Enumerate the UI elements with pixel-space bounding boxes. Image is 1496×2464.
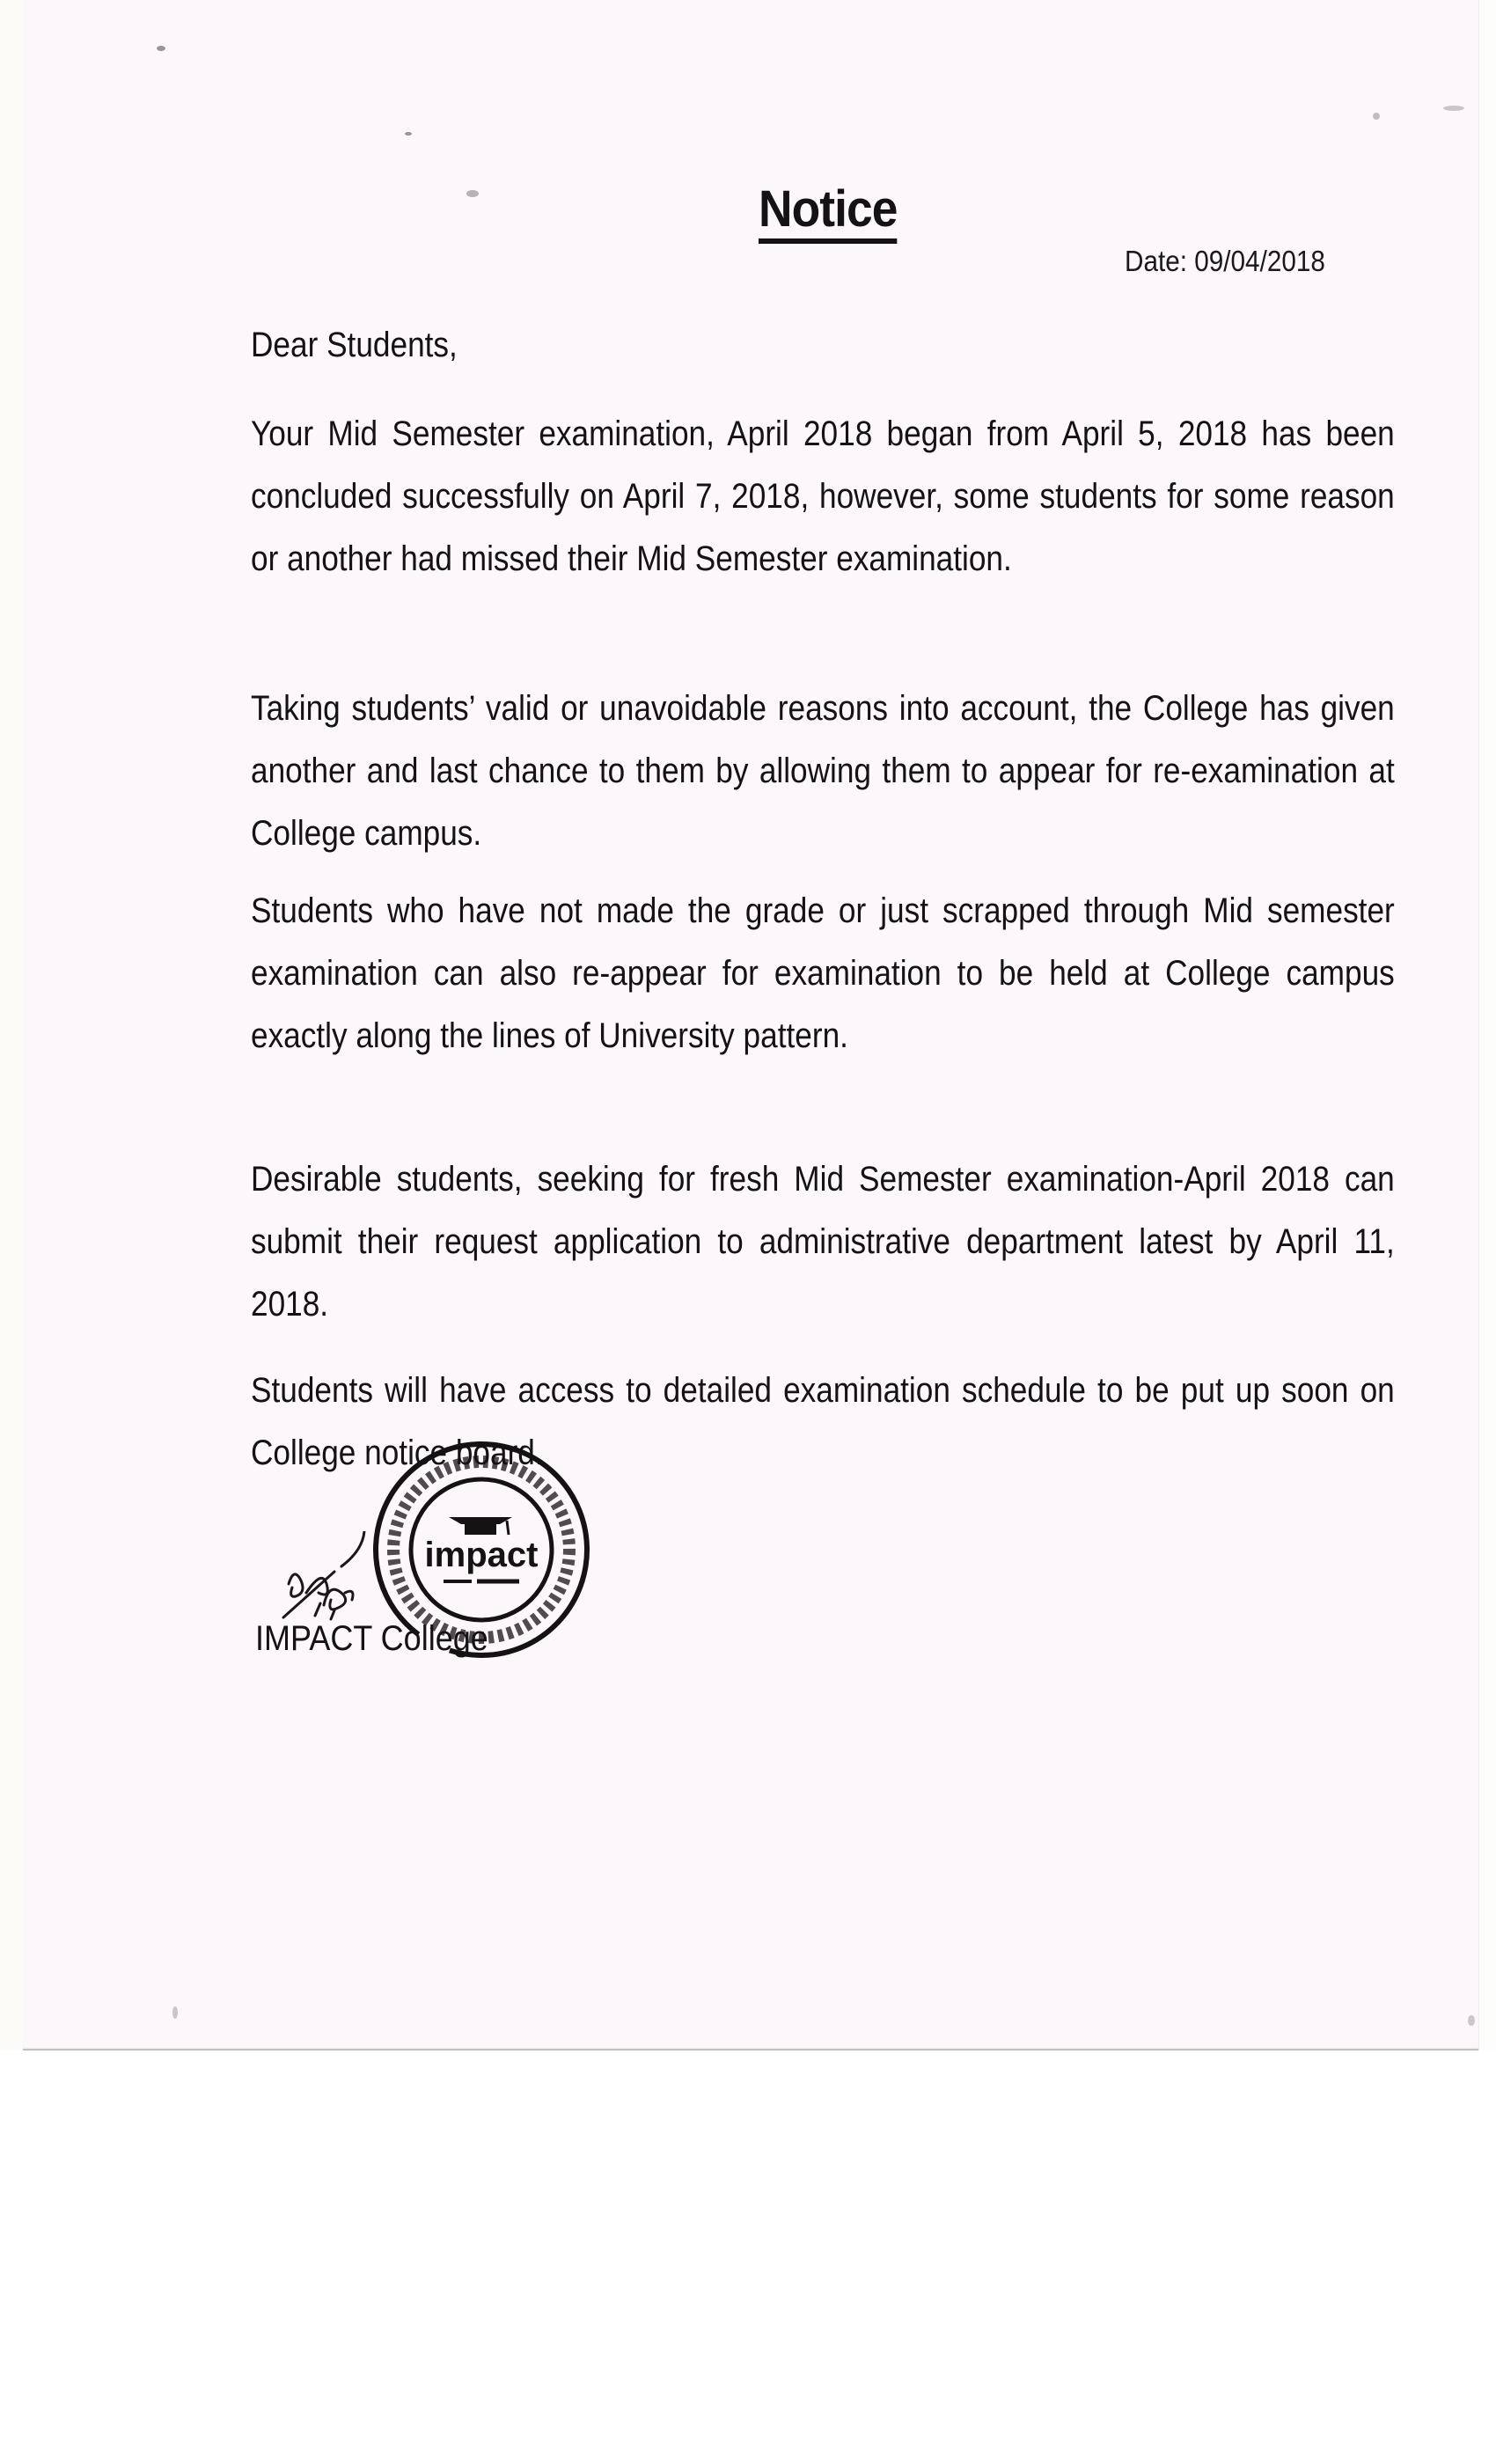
scan-speck [1373,113,1380,120]
paragraph-text: Taking students’ valid or unavoidable reasons into account, the College has given another and last chance to them by allowing them to appear for re-examination at College campus. [251,689,1395,853]
scan-speck [1443,106,1464,111]
scan-speck [157,46,165,51]
scan-speck [405,132,412,136]
scan-speck [466,190,479,197]
scan-speck [172,2006,178,2019]
paragraph-text: Desirable students, seeking for fresh Mid Semester examination-April 2018 can submit their request application to administrative department latest by April 11, 2018. [251,1160,1395,1324]
scan-left-edge [0,0,23,2050]
scan-speck [1468,2015,1475,2026]
paragraph-re-appear-eligibility [251,880,1395,1067]
date-label: Date: [1125,245,1187,277]
scan-right-edge [1478,0,1496,2050]
paragraph-application-deadline [251,1148,1395,1336]
graduation-cap-icon [449,1517,512,1535]
paragraph-text: Students will have access to detailed examination schedule to be put up soon on College notice board. [251,1371,1395,1472]
paragraph-text: Your Mid Semester examination, April 2018 began from April 5, 2018 has been concluded successfully on April 7, 2018, however, some students for some reason or another had missed their Mid Semester examination. [251,414,1395,578]
date-value: 09/04/2018 [1194,245,1325,277]
paragraph-exam-concluded [251,403,1395,590]
stamp-center-text: impact [424,1536,539,1574]
signatory: IMPACT College [255,1619,488,1658]
salutation: Dear Students, [251,326,458,364]
notice-title: Notice [759,182,898,244]
notice-date [1125,245,1325,278]
paragraph-re-examination-chance [251,678,1395,865]
paragraph-text: Students who have not made the grade or just scrapped through Mid semester examination can also re-appear for examination to be held at College campus exactly along the lines of University pattern. [251,891,1395,1055]
